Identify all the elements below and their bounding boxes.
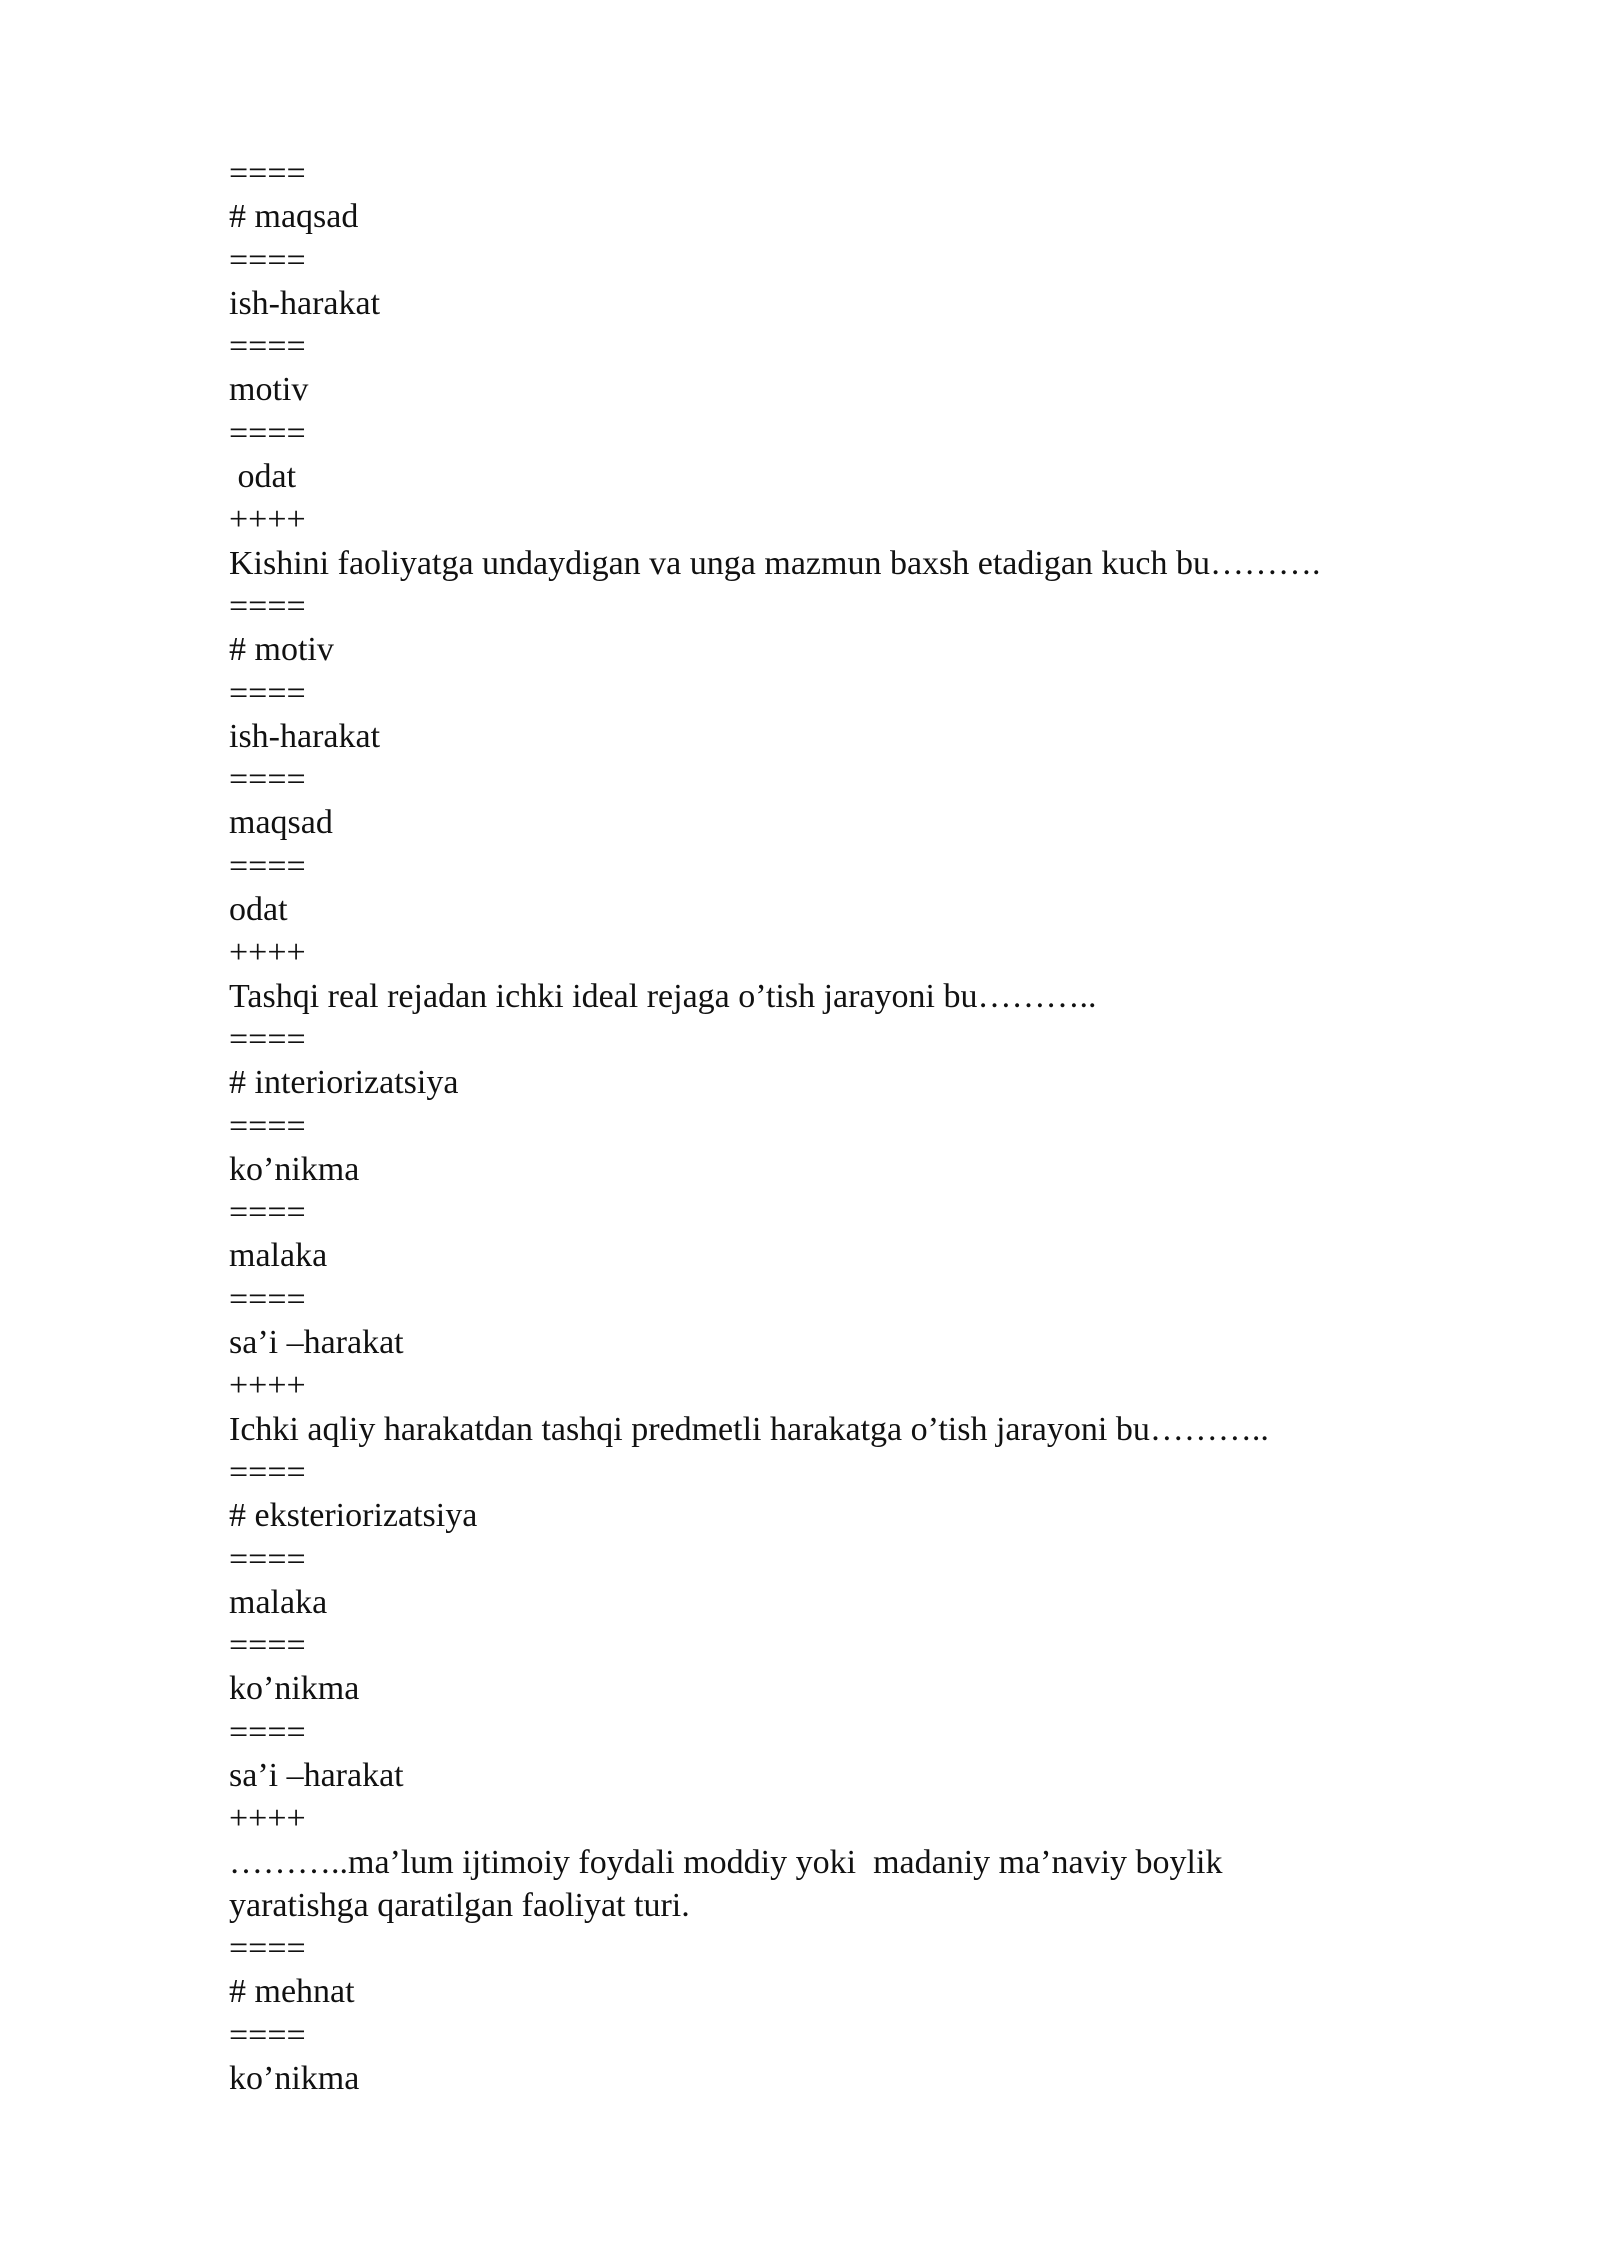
correct-answer-line: # motiv (229, 631, 334, 669)
text-line: maqsad (229, 804, 333, 842)
correct-answer-line: # interiorizatsiya (229, 1064, 459, 1102)
correct-answer-line: # maqsad (229, 198, 359, 236)
separator-line: ==== (229, 674, 306, 712)
text-line: ko’nikma (229, 1670, 360, 1708)
separator-line: ==== (229, 1713, 306, 1751)
correct-answer-line: # mehnat (229, 1973, 355, 2011)
separator-line: ==== (229, 414, 306, 452)
text-line: Ichki aqliy harakatdan tashqi predmetli harakatga o’tish jarayoni bu……….. (229, 1410, 1269, 1448)
separator-line: ==== (229, 1930, 306, 1968)
separator-line: ==== (229, 761, 306, 799)
question-separator-line: ++++ (229, 934, 306, 972)
text-line: odat (229, 458, 297, 496)
question-separator-line: ++++ (229, 1800, 306, 1838)
text-line: yaratishga qaratilgan faoliyat turi. (229, 1886, 690, 1924)
text-line: ish-harakat (229, 284, 381, 322)
text-line: ko’nikma (229, 1150, 360, 1188)
text-line: motiv (229, 371, 309, 409)
separator-line: ==== (229, 2016, 306, 2054)
text-line: ………..ma’lum ijtimoiy foydali moddiy yoki madaniy ma’naviy boylik (229, 1843, 1223, 1881)
separator-line: ==== (229, 1020, 306, 1058)
separator-line: ==== (229, 1453, 306, 1491)
text-line: Kishini faoliyatga undaydigan va unga mazmun baxsh etadigan kuch bu………. (229, 544, 1321, 582)
text-line: sa’i –harakat (229, 1756, 404, 1794)
correct-answer-line: # eksteriorizatsiya (229, 1497, 478, 1535)
separator-line: ==== (229, 587, 306, 625)
text-line: Tashqi real rejadan ichki ideal rejaga o’tish jarayoni bu……….. (229, 977, 1097, 1015)
document-body (229, 152, 1479, 2100)
separator-line: ==== (229, 1107, 306, 1145)
separator-line: ==== (229, 1540, 306, 1578)
question-separator-line: ++++ (229, 501, 306, 539)
separator-line: ==== (229, 1627, 306, 1665)
separator-line: ==== (229, 155, 306, 192)
separator-line: ==== (229, 1194, 306, 1232)
separator-line: ==== (229, 328, 306, 366)
separator-line: ==== (229, 1280, 306, 1318)
separator-line: ==== (229, 847, 306, 885)
text-line: sa’i –harakat (229, 1324, 404, 1362)
text-line: odat (229, 891, 288, 929)
separator-line: ==== (229, 241, 306, 279)
text-line: malaka (229, 1237, 328, 1275)
text-line: malaka (229, 1583, 328, 1621)
text-line: ish-harakat (229, 717, 381, 755)
text-line: ko’nikma (229, 2060, 360, 2098)
question-separator-line: ++++ (229, 1367, 306, 1405)
